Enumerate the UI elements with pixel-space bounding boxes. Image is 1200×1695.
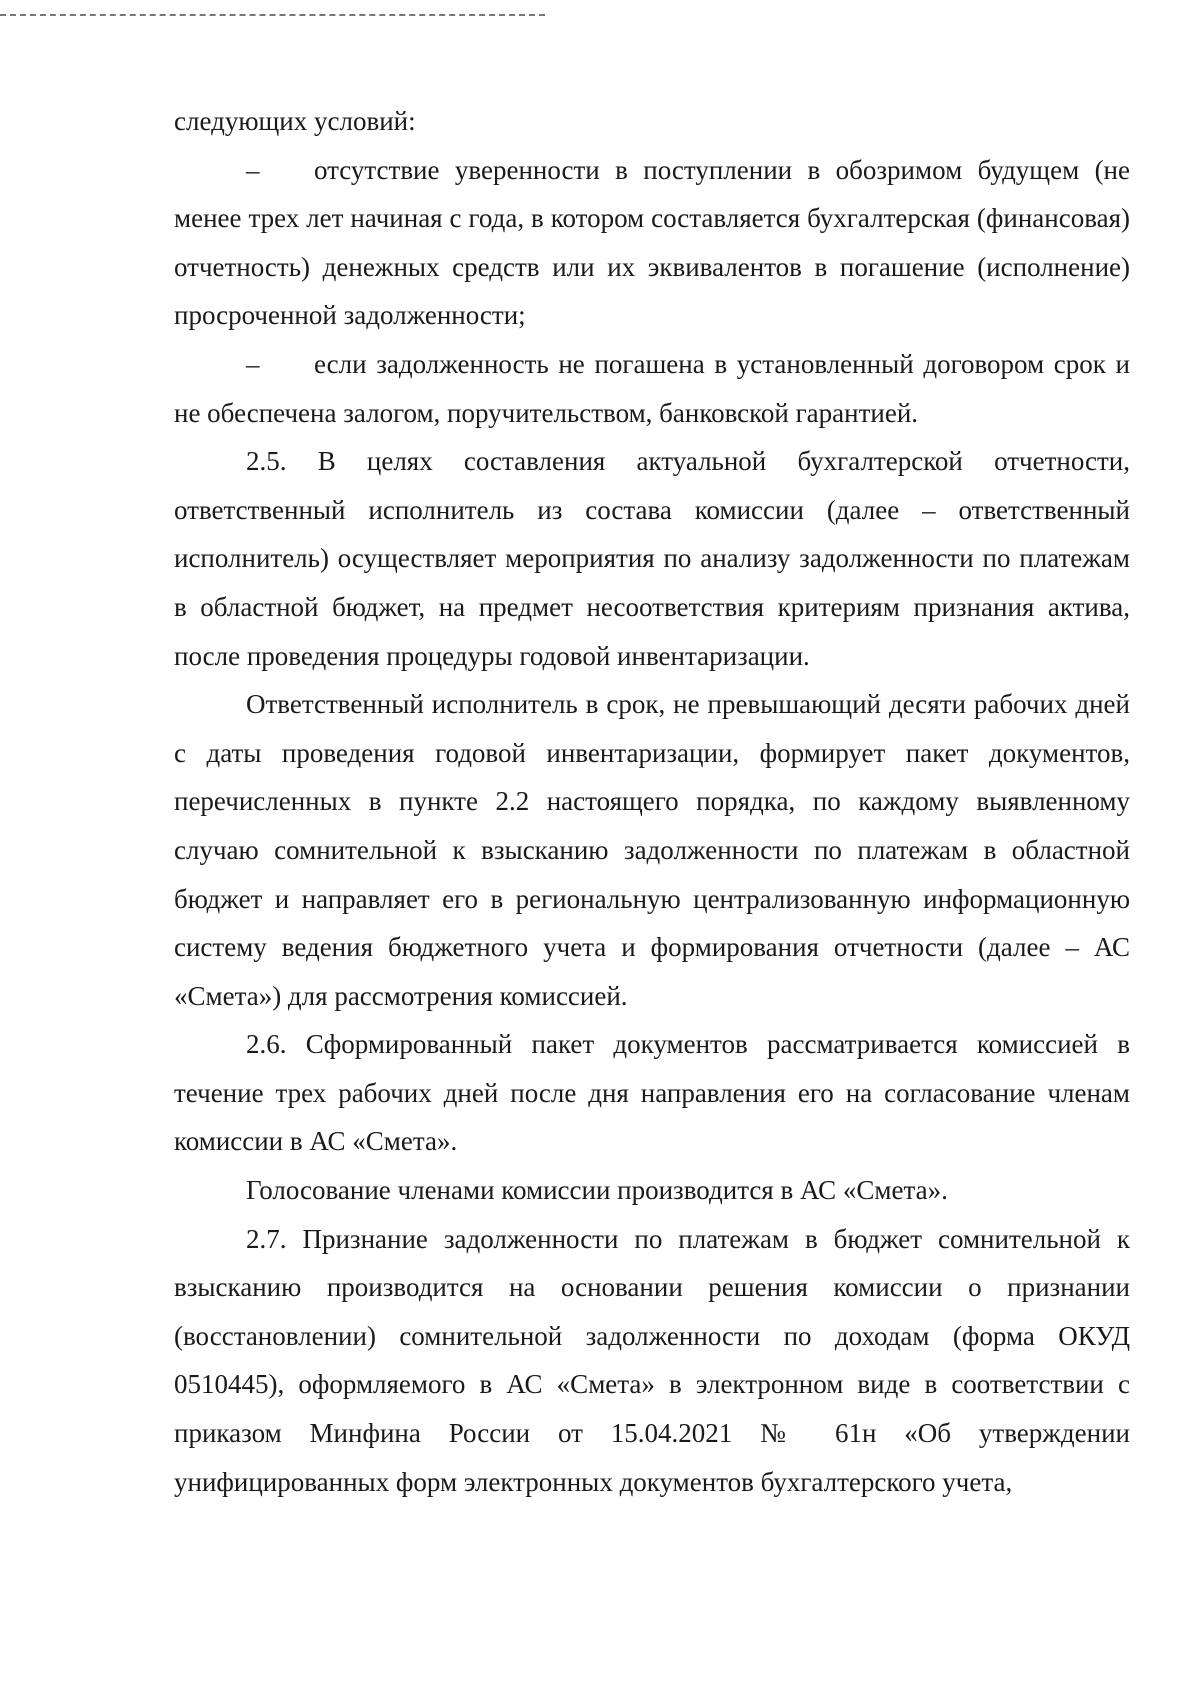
paragraph-2-6: 2.6. Сформированный пакет документов рассматривается комиссией в течение трех рабочих дней после дня направления его на согласование членам комиссии в АС «Смета». (174, 1029, 1130, 1157)
paragraph-continuation: следующих условий: (174, 106, 416, 136)
paragraph-2-7: 2.7. Признание задолженности по платежам в бюджет сомнительной к взысканию производится на основании решения комиссии о признании (восстановлении) сомнительной задолженности по доходам (форма ОКУД 0510445), оформляемого в АС «Смета» в электронном виде в соответствии с приказом Минфина России от 15.04.2021 № 61н «Об утверждении унифицированных форм электронных документов бухгалтерского учета, (174, 1223, 1130, 1497)
scan-dashed-line (0, 14, 545, 16)
paragraph-responsible-executor: Ответственный исполнитель в срок, не превышающий десяти рабочих дней с даты проведения годовой инвентаризации, формирует пакет документов, перечисленных в пункте 2.2 настоящего порядка, по каждому выявленному случаю сомнительной к взысканию задолженности по платежам в областной бюджет и направляет его в региональную централизованную информационную систему ведения бюджетного учета и формирования отчетности (далее – АС «Смета») для рассмотрения комиссией. (174, 689, 1130, 1011)
list-item-text: если задолженность не погашена в установленный договором срок и не обеспечена залогом, поручительством, банковской гарантией. (174, 348, 1130, 428)
list-item-dash-2 (174, 340, 1130, 437)
list-item-text: отсутствие уверенности в поступлении в обозримом будущем (не менее трех лет начиная с года, в котором составляется бухгалтерская (финансовая) отчетность) денежных средств или их эквивалентов в погашение (исполнение) просроченной задолженности; (174, 154, 1130, 331)
paragraph-voting: Голосование членами комиссии производится в АС «Смета». (246, 1175, 948, 1206)
list-item-dash-1 (174, 146, 1130, 340)
dash-marker: – (246, 348, 260, 379)
paragraph-2-5: 2.5. В целях составления актуальной бухгалтерской отчетности, ответственный исполнитель из состава комиссии (далее – ответственный исполнитель) осуществляет мероприятия по анализу задолженности по платежам в областной бюджет, на предмет несоответствия критериям признания актива, после проведения процедуры годовой инвентаризации. (174, 446, 1130, 671)
dash-marker: – (246, 154, 260, 185)
document-page (174, 97, 1130, 1506)
